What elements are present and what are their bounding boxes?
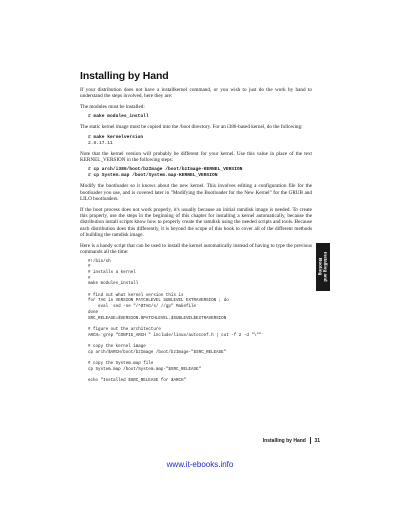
- command-modules-install: # make modules_install: [88, 114, 149, 120]
- paragraph-script-intro: Here is a handy script that can be used to install the kernel automatically instead of having to type the previous commands all the time:: [80, 242, 312, 256]
- paragraph-bootloader: Modify the bootloader so it knows about the new kernel. This involves editing a configuration file for the bootloader you use, and is covered later in "Modifying the Bootloader for the New Kernel" for the GRUB and LILO bootloaders.: [80, 183, 312, 203]
- code-line: eval `sed -ne "/^$TAG/s/ //gp" Makefile`: [88, 305, 199, 310]
- footer-title: Installing by Hand: [262, 437, 306, 444]
- code-line: #: [88, 276, 91, 281]
- code-line: #!/bin/sh: [88, 259, 111, 264]
- paragraph-ramdisk: If the boot process does not work properly, it's usually because an initial ramdisk image is needed. To create this properly, use the steps in the beginning of this chapter for installing a kernel automatically, because the distribution install scripts know how to properly create the ramdisk using the needed scripts and tools. Because each distribution does this differently, it is beyond the scope of this book to cover all of the different methods of building the ramdisk image.: [80, 206, 312, 239]
- page-number: 31: [314, 437, 320, 444]
- paragraph-modules: The modules must be installed:: [80, 103, 145, 110]
- code-line: for TAG in VERSION PATCHLEVEL SUBLEVEL EXTRAVERSION ; do: [88, 299, 229, 304]
- paragraph-intro: If your distribution does not have a installkernel command, or you wish to just do the work by hand to understand the steps involved, here they are:: [80, 87, 312, 100]
- command-copy-bzimage: # cp arch/i386/boot/bzImage /boot/bzImage-KERNEL_VERSION: [88, 167, 243, 173]
- paragraph-kernel-version-note: Note that the kernel version will probably be different for your kernel. Use this value in place of the text KERNEL_VERSION in the following steps:: [80, 150, 312, 164]
- code-line: # figure out the architecture: [88, 327, 161, 332]
- code-line: done: [88, 310, 99, 315]
- watermark-link[interactable]: www.it-ebooks.info: [166, 460, 234, 469]
- footer-separator: [310, 437, 311, 444]
- code-line: # copy the kernel image: [88, 345, 146, 350]
- code-line: # installs a kernel: [88, 270, 136, 275]
- paragraph-static-image: The static kernel image must be copied into the /boot directory. For an i386-based kernel, do the following:: [80, 124, 303, 131]
- command-kernelversion-output: 2.6.17.11: [88, 140, 113, 146]
- code-line: cp arch/$ARCH/boot/bzImage /boot/bzImage-"$SRC_RELEASE": [88, 350, 227, 355]
- code-line: ARCH=`grep "CONFIG_ARCH " include/linux/autoconf.h | cut -f 2 -d "\""`: [88, 333, 264, 338]
- code-line: # find out what kernel version this is: [88, 293, 184, 298]
- code-line: cp System.map /boot/System.map-"$SRC_RELEASE": [88, 367, 202, 372]
- code-line: make modules_install: [88, 282, 139, 287]
- chapter-side-tab: [316, 243, 330, 291]
- code-line: #: [88, 265, 91, 270]
- code-line: SRC_RELEASE=$VERSION.$PATCHLEVEL.$SUBLEVEL$EXTRAVERSION: [88, 316, 227, 321]
- code-block-install-script: [88, 260, 312, 385]
- page-footer: [240, 437, 320, 444]
- command-kernelversion: # make kernelversion: [88, 134, 144, 140]
- section-heading: Installing by Hand: [80, 70, 169, 82]
- page-content: [80, 70, 312, 385]
- code-line: echo "Installed $SRC_RELEASE for $ARCH": [88, 379, 187, 384]
- command-copy-systemmap: # cp System.map /boot/System.map-KERNEL_VERSION: [88, 173, 218, 179]
- code-line: # copy the System.map file: [88, 362, 154, 367]
- chapter-side-tab-label: Installing and Booting: [318, 252, 328, 282]
